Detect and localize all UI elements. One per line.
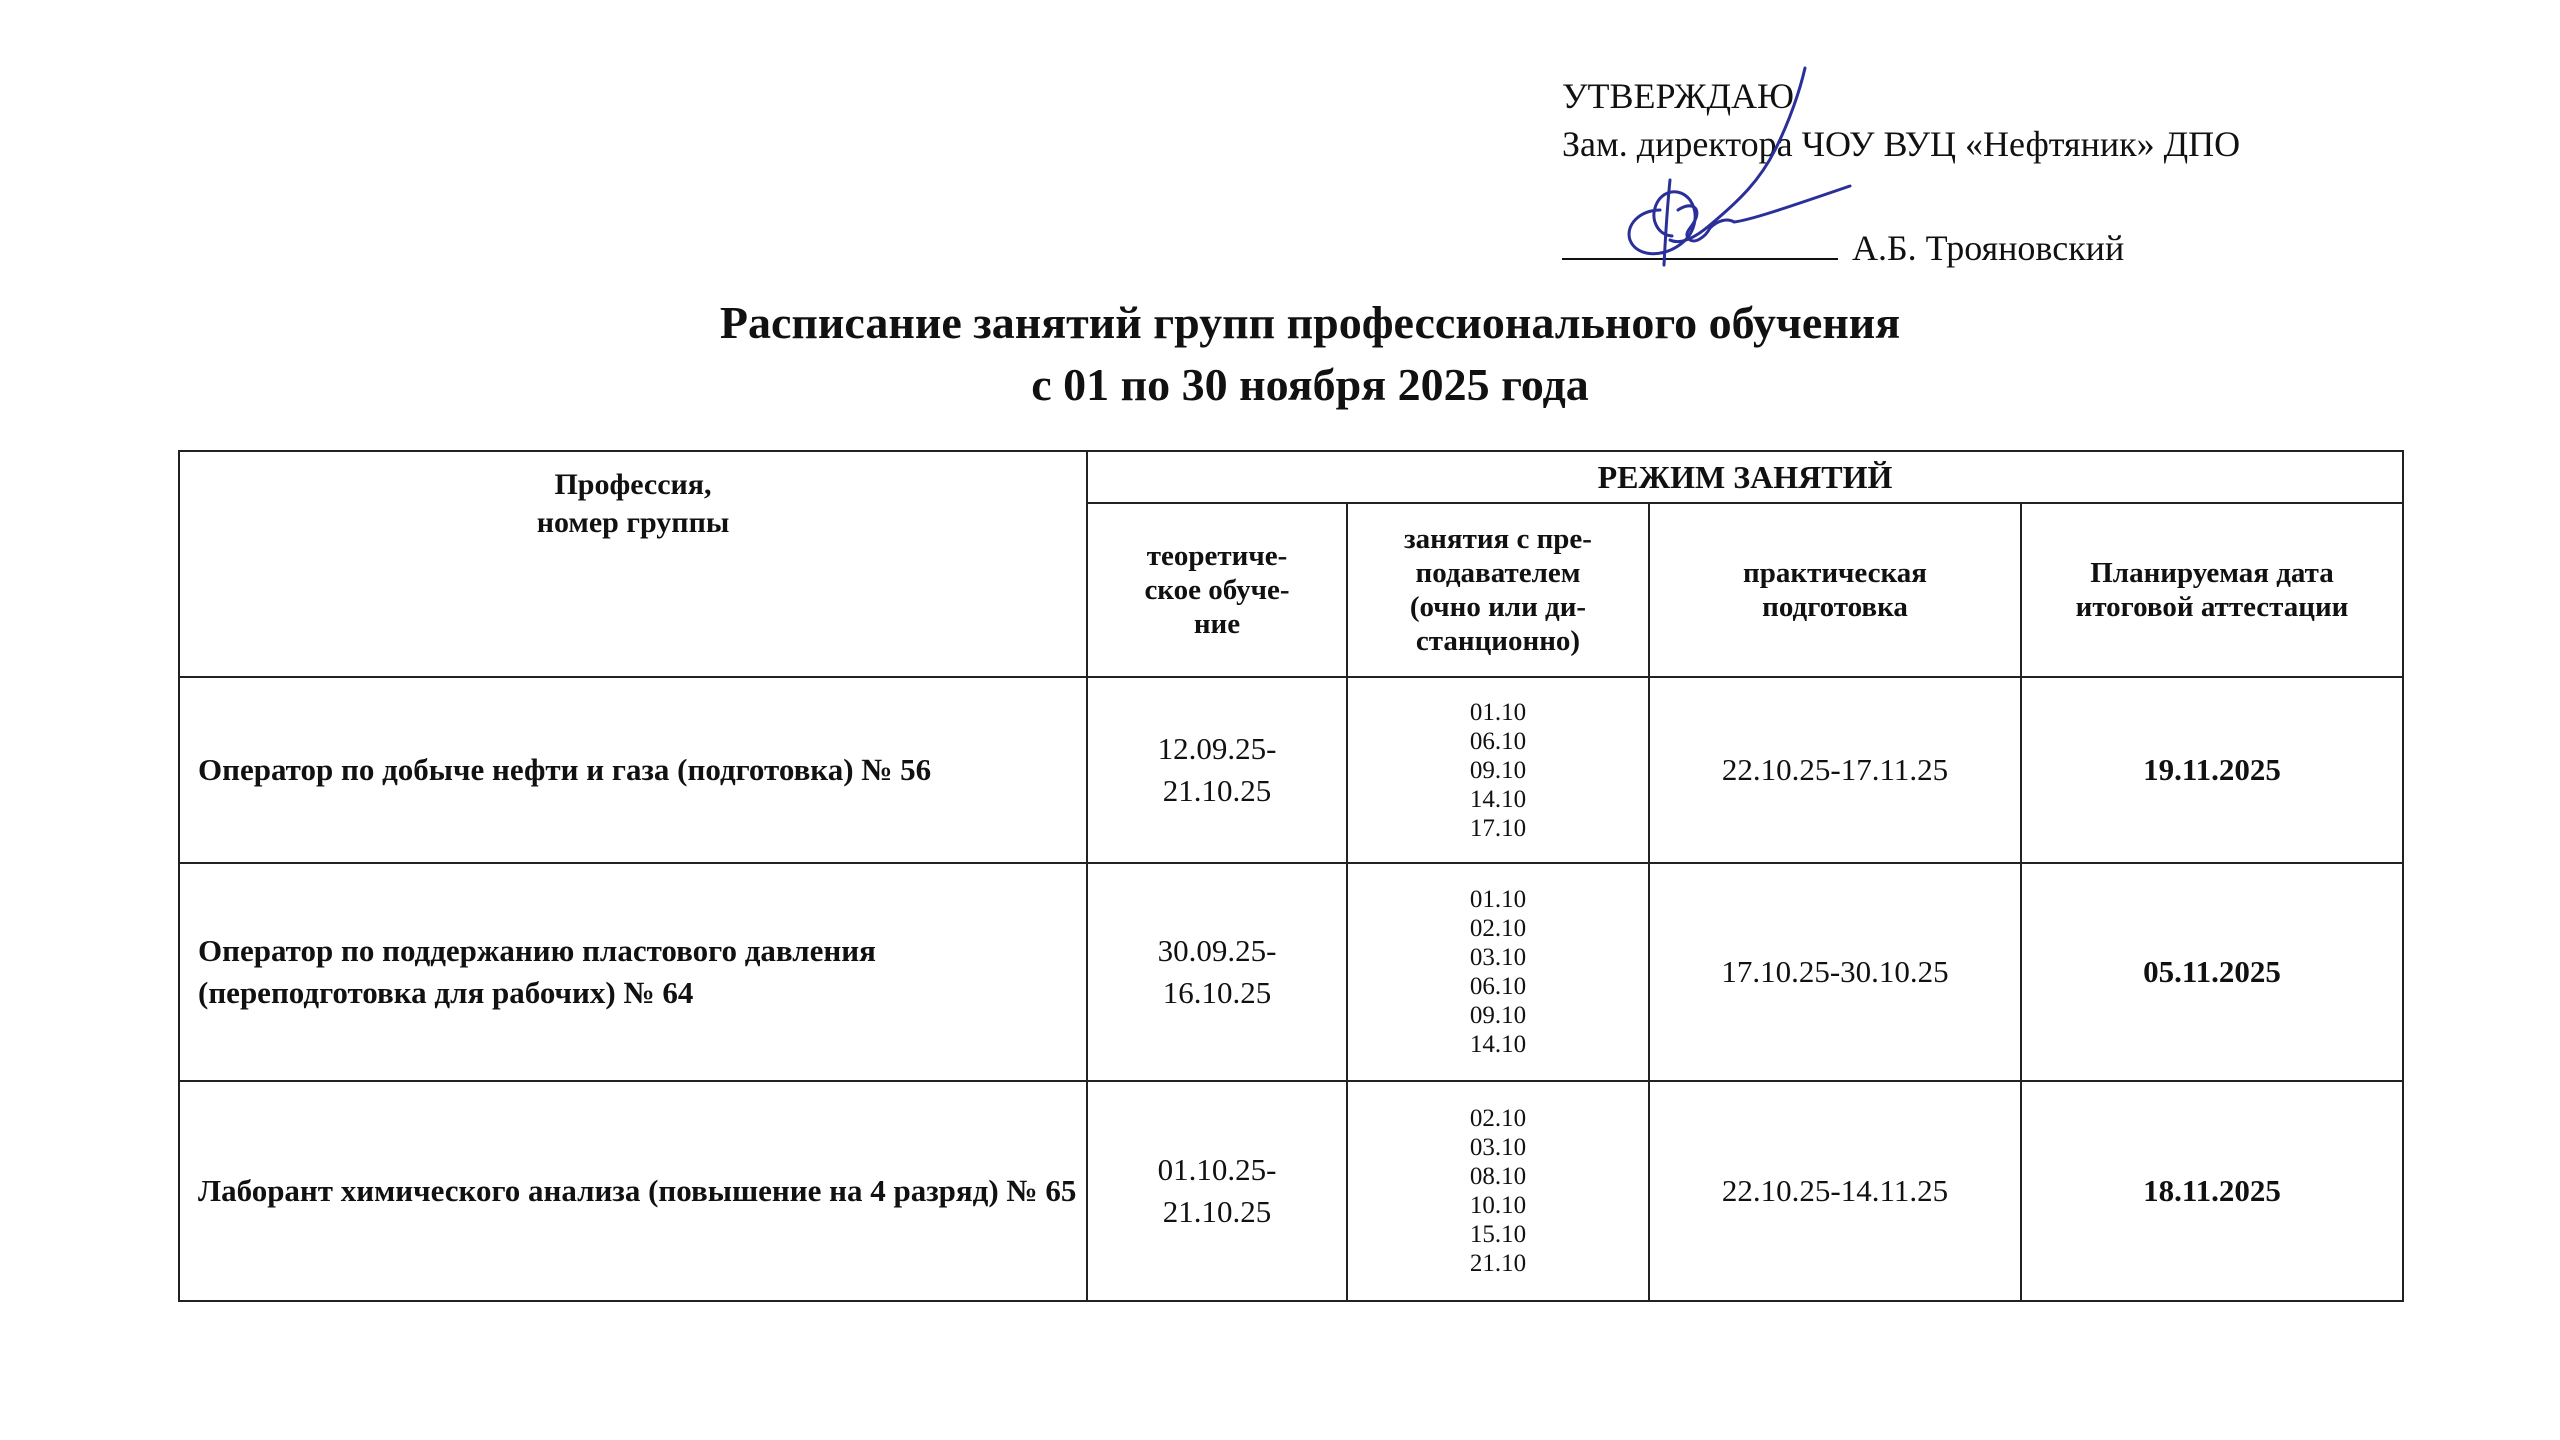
header-practice-text: практическая подготовка — [1743, 557, 1927, 623]
header-teacher — [1347, 503, 1649, 677]
header-theory — [1087, 503, 1347, 677]
teacher-date: 01.10 — [1469, 698, 1527, 726]
theory-text: 12.09.25- 21.10.25 — [1157, 731, 1277, 808]
theory-text: 01.10.25- 21.10.25 — [1157, 1152, 1277, 1229]
practice-cell: 17.10.25-30.10.25 — [1649, 863, 2021, 1081]
teacher-dates-cell — [1347, 677, 1649, 863]
attestation-cell: 18.11.2025 — [2021, 1081, 2403, 1301]
header-attestation-text: Планируемая дата итоговой аттестации — [2075, 557, 2349, 623]
teacher-date: 02.10 — [1469, 915, 1527, 942]
table-row — [179, 863, 2403, 1081]
title-line-2: с 01 по 30 ноября 2025 года — [1031, 359, 1589, 410]
header-teacher-text: занятия с пре- подавателем (очно или ди- станционно) — [1404, 523, 1592, 657]
practice-cell: 22.10.25-17.11.25 — [1649, 677, 2021, 863]
profession-cell: Оператор по поддержанию пластового давления (переподготовка для рабочих) № 64 — [179, 863, 1087, 1081]
teacher-date: 01.10 — [1469, 886, 1527, 913]
teacher-date: 09.10 — [1469, 756, 1527, 784]
approval-block — [1562, 72, 2422, 268]
header-regime: РЕЖИМ ЗАНЯТИЙ — [1087, 451, 2403, 503]
teacher-date: 06.10 — [1469, 973, 1527, 1000]
teacher-date: 10.10 — [1469, 1192, 1527, 1219]
header-profession-text: Профессия, номер группы — [536, 468, 730, 539]
teacher-date: 15.10 — [1469, 1221, 1527, 1248]
signer-name: А.Б. Трояновский — [1852, 228, 2125, 268]
document-title — [0, 292, 2560, 416]
attestation-cell: 05.11.2025 — [2021, 863, 2403, 1081]
header-practice — [1649, 503, 2021, 677]
theory-cell — [1087, 863, 1347, 1081]
theory-text: 30.09.25- 16.10.25 — [1157, 933, 1277, 1010]
profession-cell: Оператор по добыче нефти и газа (подготовка) № 56 — [179, 677, 1087, 863]
header-profession — [179, 451, 1087, 677]
schedule-table — [178, 450, 2404, 1302]
header-attestation — [2021, 503, 2403, 677]
title-line-1: Расписание занятий групп профессионального обучения — [719, 297, 1901, 348]
theory-cell — [1087, 677, 1347, 863]
teacher-date: 02.10 — [1469, 1105, 1527, 1132]
table-row — [179, 1081, 2403, 1301]
teacher-dates-cell — [1347, 863, 1649, 1081]
teacher-dates-cell — [1347, 1081, 1649, 1301]
theory-cell — [1087, 1081, 1347, 1301]
table-row — [179, 677, 2403, 863]
signature-line — [1562, 224, 2124, 272]
teacher-date: 06.10 — [1469, 727, 1527, 755]
teacher-date: 09.10 — [1469, 1002, 1527, 1029]
profession-cell: Лаборант химического анализа (повышение на 4 разряд) № 65 — [179, 1081, 1087, 1301]
teacher-date: 21.10 — [1469, 1250, 1527, 1277]
teacher-date: 14.10 — [1469, 785, 1527, 813]
attestation-cell: 19.11.2025 — [2021, 677, 2403, 863]
approval-position: Зам. директора ЧОУ ВУЦ «Нефтяник» ДПО — [1562, 124, 2241, 164]
practice-cell: 22.10.25-14.11.25 — [1649, 1081, 2021, 1301]
teacher-date: 08.10 — [1469, 1163, 1527, 1190]
teacher-date: 17.10 — [1469, 814, 1527, 842]
approval-title: УТВЕРЖДАЮ — [1562, 76, 1795, 116]
header-theory-text: теоретиче- ское обуче- ние — [1144, 540, 1290, 640]
teacher-date: 14.10 — [1469, 1031, 1527, 1058]
table-header-row-1 — [179, 451, 2403, 503]
teacher-date: 03.10 — [1469, 1134, 1527, 1161]
teacher-date: 03.10 — [1469, 944, 1527, 971]
signature-underline — [1562, 224, 1838, 260]
